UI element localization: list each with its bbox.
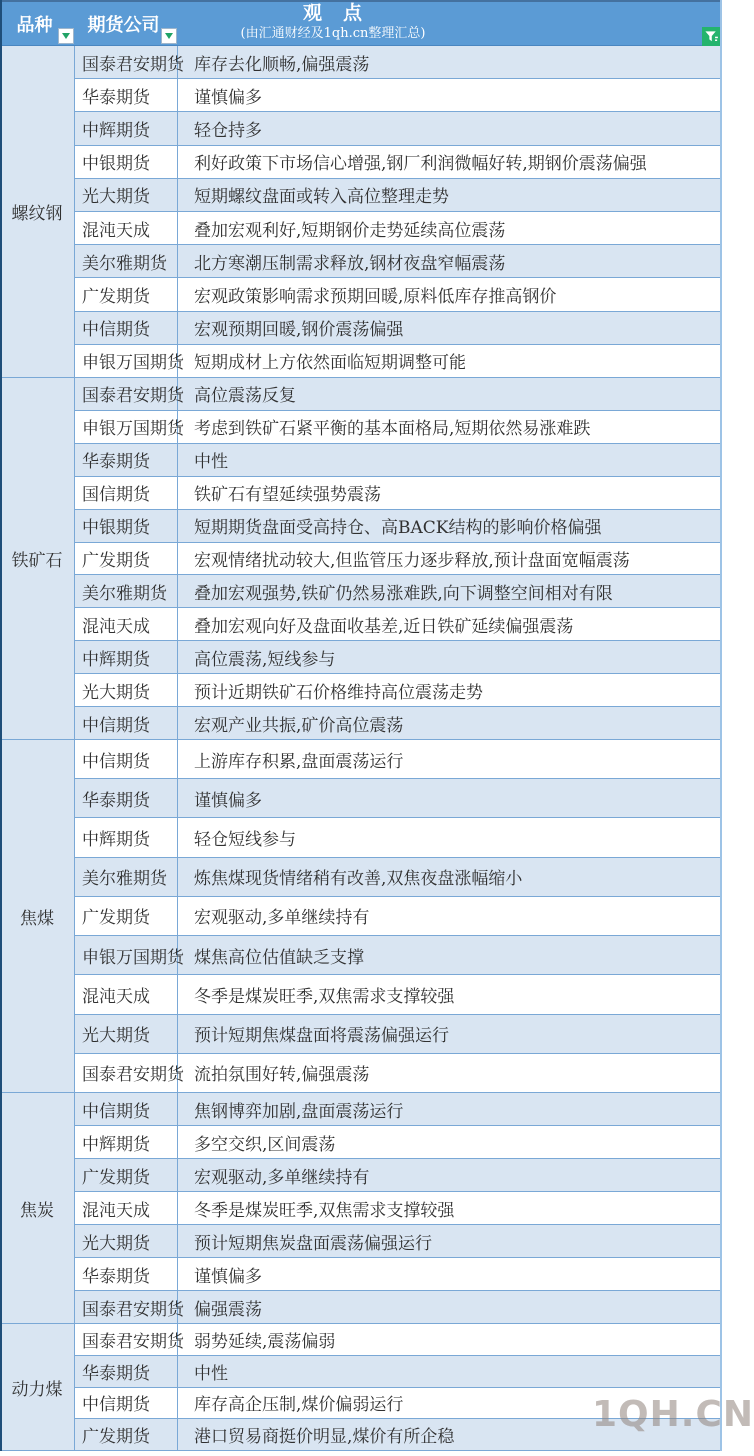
table-row (75, 112, 722, 145)
company-cell[interactable] (75, 1388, 178, 1419)
company-cell[interactable] (75, 510, 178, 542)
company-name: 申银万国期货 (82, 353, 184, 374)
company-name: 申银万国期货 (82, 419, 184, 440)
variety-cell[interactable]: 铁矿石 (0, 378, 75, 739)
view-cell[interactable]: 短期成材上方依然面临短期调整可能 (194, 353, 466, 374)
table-row (75, 278, 722, 311)
company-cell[interactable] (75, 477, 178, 509)
company-cell[interactable] (75, 411, 184, 443)
company-name: 中信期货 (82, 320, 150, 341)
view-cell[interactable]: 宏观驱动,多单继续持有 (194, 908, 370, 929)
company-name: 光大期货 (82, 682, 150, 703)
view-cell[interactable]: 宏观驱动,多单继续持有 (194, 1167, 370, 1188)
header-cell-variety[interactable] (0, 0, 75, 46)
section-rebar (0, 46, 722, 378)
variety-cell[interactable]: 焦煤 (0, 740, 75, 1092)
table-row (75, 1356, 722, 1388)
table-row (75, 858, 722, 897)
company-cell[interactable] (75, 858, 178, 896)
table-row (75, 740, 722, 779)
company-cell[interactable] (75, 46, 184, 78)
table-left-border (0, 0, 2, 1451)
company-cell[interactable] (75, 1324, 184, 1355)
company-cell[interactable] (75, 1093, 178, 1125)
company-cell[interactable] (75, 818, 178, 856)
view-cell[interactable]: 预计短期焦炭盘面震荡偏强运行 (194, 1233, 432, 1254)
view-cell[interactable]: 北方寒潮压制需求释放,钢材夜盘窄幅震荡 (194, 253, 506, 274)
company-name: 中辉期货 (82, 649, 150, 670)
company-name: 中信期货 (82, 1101, 150, 1122)
table-row (75, 345, 722, 377)
table-row (75, 1388, 722, 1420)
table-row (75, 936, 722, 975)
company-name: 中辉期货 (82, 830, 150, 851)
company-name: 华泰期货 (82, 1363, 150, 1384)
table-row (75, 1291, 722, 1323)
table-row (75, 1258, 722, 1291)
view-cell[interactable]: 叠加宏观向好及盘面收基差,近日铁矿延续偏强震荡 (194, 616, 574, 637)
company-cell[interactable] (75, 674, 178, 706)
company-filter-dropdown[interactable] (161, 28, 177, 44)
view-cell[interactable]: 考虑到铁矿石紧平衡的基本面格局,短期依然易涨难跌 (194, 419, 591, 440)
company-cell[interactable] (75, 641, 178, 673)
company-name: 中辉期货 (82, 1134, 150, 1155)
company-cell[interactable] (75, 1054, 184, 1092)
view-cell[interactable]: 冬季是煤炭旺季,双焦需求支撑较强 (194, 1200, 455, 1221)
company-name: 广发期货 (82, 287, 150, 308)
table-row (75, 179, 722, 212)
company-cell[interactable] (75, 112, 178, 144)
header-cell-company[interactable] (75, 0, 178, 46)
company-cell[interactable] (75, 378, 184, 410)
table-row (75, 1324, 722, 1356)
company-name: 广发期货 (82, 550, 150, 571)
section-rows (75, 1324, 722, 1450)
company-cell[interactable] (75, 312, 178, 344)
company-cell[interactable] (75, 543, 178, 575)
company-name: 华泰期货 (82, 87, 150, 108)
view-cell[interactable]: 偏强震荡 (194, 1299, 262, 1320)
company-cell[interactable] (75, 345, 184, 377)
table-row (75, 707, 722, 739)
company-cell[interactable] (75, 575, 178, 607)
view-cell[interactable]: 港口贸易商挺价明显,煤价有所企稳 (194, 1427, 455, 1448)
company-name: 广发期货 (82, 1167, 150, 1188)
company-cell[interactable] (75, 1015, 178, 1053)
company-cell[interactable] (75, 608, 178, 640)
section-rows (75, 378, 722, 739)
company-name: 中银期货 (82, 518, 150, 539)
view-cell[interactable]: 炼焦煤现货情绪稍有改善,双焦夜盘涨幅缩小 (194, 869, 523, 890)
company-name: 国泰君安期货 (82, 54, 184, 75)
view-cell[interactable]: 宏观政策影响需求预期回暖,原料低库存推高钢价 (194, 287, 557, 308)
table-row (75, 975, 722, 1014)
table-row (75, 1419, 722, 1450)
view-cell[interactable]: 预计短期焦煤盘面将震荡偏强运行 (194, 1026, 449, 1047)
company-cell[interactable] (75, 1192, 178, 1224)
table-row (75, 1015, 722, 1054)
view-cell[interactable]: 弱势延续,震荡偏弱 (194, 1331, 336, 1352)
company-name: 混沌天成 (82, 1200, 150, 1221)
company-name: 中信期货 (82, 715, 150, 736)
table-row (75, 212, 722, 245)
view-cell[interactable]: 谨慎偏多 (194, 1266, 262, 1287)
table-row (75, 245, 722, 278)
view-cell[interactable]: 铁矿石有望延续强势震荡 (194, 485, 381, 506)
table-row (75, 411, 722, 444)
table-header (0, 0, 722, 46)
company-name: 中辉期货 (82, 121, 150, 141)
company-name: 国泰君安期货 (82, 1331, 184, 1352)
company-cell[interactable] (75, 212, 178, 244)
company-cell[interactable] (75, 444, 178, 476)
company-name: 光大期货 (82, 1026, 150, 1047)
section-rows (75, 740, 722, 1092)
company-name: 混沌天成 (82, 220, 150, 241)
view-cell[interactable]: 轻仓持多 (194, 121, 262, 141)
table-row (75, 510, 722, 543)
view-cell[interactable]: 高位震荡反复 (194, 386, 296, 407)
table-row (75, 1225, 722, 1258)
table-row (75, 444, 722, 477)
table-row (75, 641, 722, 674)
view-cell[interactable]: 宏观产业共振,矿价高位震荡 (194, 715, 404, 736)
variety-header-label: 品种 (16, 15, 53, 36)
company-name: 美尔雅期货 (82, 869, 167, 890)
company-name: 中信期货 (82, 751, 150, 772)
company-name: 国泰君安期货 (82, 1299, 184, 1320)
company-name: 光大期货 (82, 187, 150, 208)
company-name: 光大期货 (82, 1233, 150, 1254)
company-name: 美尔雅期货 (82, 253, 167, 274)
company-name: 美尔雅期货 (82, 583, 167, 604)
view-cell[interactable]: 高位震荡,短线参与 (194, 649, 336, 670)
company-name: 华泰期货 (82, 452, 150, 473)
section-thermal-coal (0, 1324, 722, 1451)
company-name: 华泰期货 (82, 1266, 150, 1287)
view-cell[interactable]: 短期螺纹盘面或转入高位整理走势 (194, 187, 449, 208)
company-cell[interactable] (75, 897, 178, 935)
section-iron-ore (0, 378, 722, 740)
watermark: 1QH.CN (592, 1394, 754, 1435)
company-name: 中银期货 (82, 154, 150, 175)
company-cell[interactable] (75, 1225, 178, 1257)
table-right-border (720, 0, 722, 1451)
view-cell[interactable]: 库存去化顺畅,偏强震荡 (194, 54, 370, 75)
table-row (75, 897, 722, 936)
company-name: 国泰君安期货 (82, 1065, 184, 1086)
chevron-down-icon (62, 33, 70, 39)
view-cell[interactable]: 预计近期铁矿石价格维持高位震荡走势 (194, 682, 483, 703)
company-cell[interactable] (75, 779, 178, 817)
company-name: 混沌天成 (82, 616, 150, 637)
company-cell[interactable] (75, 179, 178, 211)
company-name: 申银万国期货 (82, 947, 184, 968)
company-cell[interactable] (75, 975, 178, 1013)
company-name: 国泰君安期货 (82, 386, 184, 407)
company-name: 中信期货 (82, 1395, 150, 1416)
company-cell[interactable] (75, 79, 178, 111)
table-row (75, 1054, 722, 1092)
view-cell[interactable]: 上游库存积累,盘面震荡运行 (194, 751, 404, 772)
table-row (75, 674, 722, 707)
company-cell[interactable] (75, 740, 178, 778)
table-body (0, 46, 722, 1451)
company-cell[interactable] (75, 1159, 178, 1191)
table-row (75, 1093, 722, 1126)
company-cell[interactable] (75, 245, 178, 277)
table-filter-button[interactable] (702, 27, 721, 46)
view-cell[interactable]: 库存高企压制,煤价偏弱运行 (194, 1395, 404, 1416)
table-row (75, 378, 722, 411)
company-cell[interactable] (75, 1291, 184, 1323)
variety-filter-dropdown[interactable] (58, 28, 74, 44)
section-coke (0, 1093, 722, 1324)
section-rows (75, 1093, 722, 1323)
company-cell[interactable] (75, 1356, 178, 1387)
view-cell[interactable]: 叠加宏观强势,铁矿仍然易涨难跌,向下调整空间相对有限 (194, 583, 613, 604)
view-cell[interactable]: 中性 (194, 1363, 228, 1384)
company-name: 广发期货 (82, 908, 150, 929)
view-cell[interactable]: 多空交织,区间震荡 (194, 1134, 336, 1155)
view-cell[interactable]: 轻仓短线参与 (194, 830, 296, 851)
view-cell[interactable]: 谨慎偏多 (194, 790, 262, 811)
table-row (75, 818, 722, 857)
variety-cell[interactable]: 动力煤 (0, 1324, 75, 1450)
table-row (75, 575, 722, 608)
view-cell[interactable]: 冬季是煤炭旺季,双焦需求支撑较强 (194, 986, 455, 1007)
table-row (75, 1159, 722, 1192)
view-cell[interactable]: 谨慎偏多 (194, 87, 262, 108)
table-row (75, 1192, 722, 1225)
table-row (75, 477, 722, 510)
company-cell[interactable] (75, 936, 184, 974)
table-row (75, 79, 722, 112)
table-row (75, 1126, 722, 1159)
view-cell[interactable]: 叠加宏观利好,短期钢价走势延续高位震荡 (194, 220, 506, 241)
company-name: 国信期货 (82, 485, 150, 506)
view-column-title: 观 点 (302, 2, 363, 24)
company-name: 广发期货 (82, 1427, 150, 1448)
view-cell[interactable]: 流拍氛围好转,偏强震荡 (194, 1065, 370, 1086)
funnel-icon (704, 29, 719, 44)
company-name: 华泰期货 (82, 790, 150, 811)
company-cell[interactable] (75, 146, 178, 178)
view-column-subtitle: (由汇通财经及1qh.cn整理汇总) (240, 25, 426, 41)
variety-cell[interactable]: 螺纹钢 (0, 46, 75, 377)
view-cell[interactable]: 煤焦高位估值缺乏支撑 (194, 947, 364, 968)
view-cell[interactable]: 短期期货盘面受高持仓、高BACK结构的影响价格偏强 (194, 518, 602, 539)
table-row (75, 543, 722, 576)
view-cell[interactable]: 宏观预期回暖,钢价震荡偏强 (194, 320, 404, 341)
company-cell[interactable] (75, 1126, 178, 1158)
company-cell[interactable] (75, 1419, 178, 1450)
table-top-border (0, 0, 722, 2)
table-row (75, 46, 722, 79)
section-coking-coal (0, 740, 722, 1093)
header-cell-view (178, 3, 488, 42)
view-cell[interactable]: 中性 (194, 452, 228, 473)
view-cell[interactable]: 利好政策下市场信心增强,钢厂利润微幅好转,期钢价震荡偏强 (194, 154, 647, 175)
table-row (75, 779, 722, 818)
company-name: 混沌天成 (82, 986, 150, 1007)
variety-cell[interactable]: 焦炭 (0, 1093, 75, 1323)
company-cell[interactable] (75, 1258, 178, 1290)
table-row (75, 608, 722, 641)
chevron-down-icon (165, 33, 173, 39)
view-cell[interactable]: 焦钢博弈加剧,盘面震荡运行 (194, 1101, 404, 1122)
company-cell[interactable] (75, 707, 178, 739)
table-row (75, 312, 722, 345)
company-header-label: 期货公司 (87, 15, 160, 36)
section-rows (75, 46, 722, 377)
view-cell[interactable]: 宏观情绪扰动较大,但监管压力逐步释放,预计盘面宽幅震荡 (194, 550, 630, 571)
table-row (75, 146, 722, 179)
company-cell[interactable] (75, 278, 178, 310)
